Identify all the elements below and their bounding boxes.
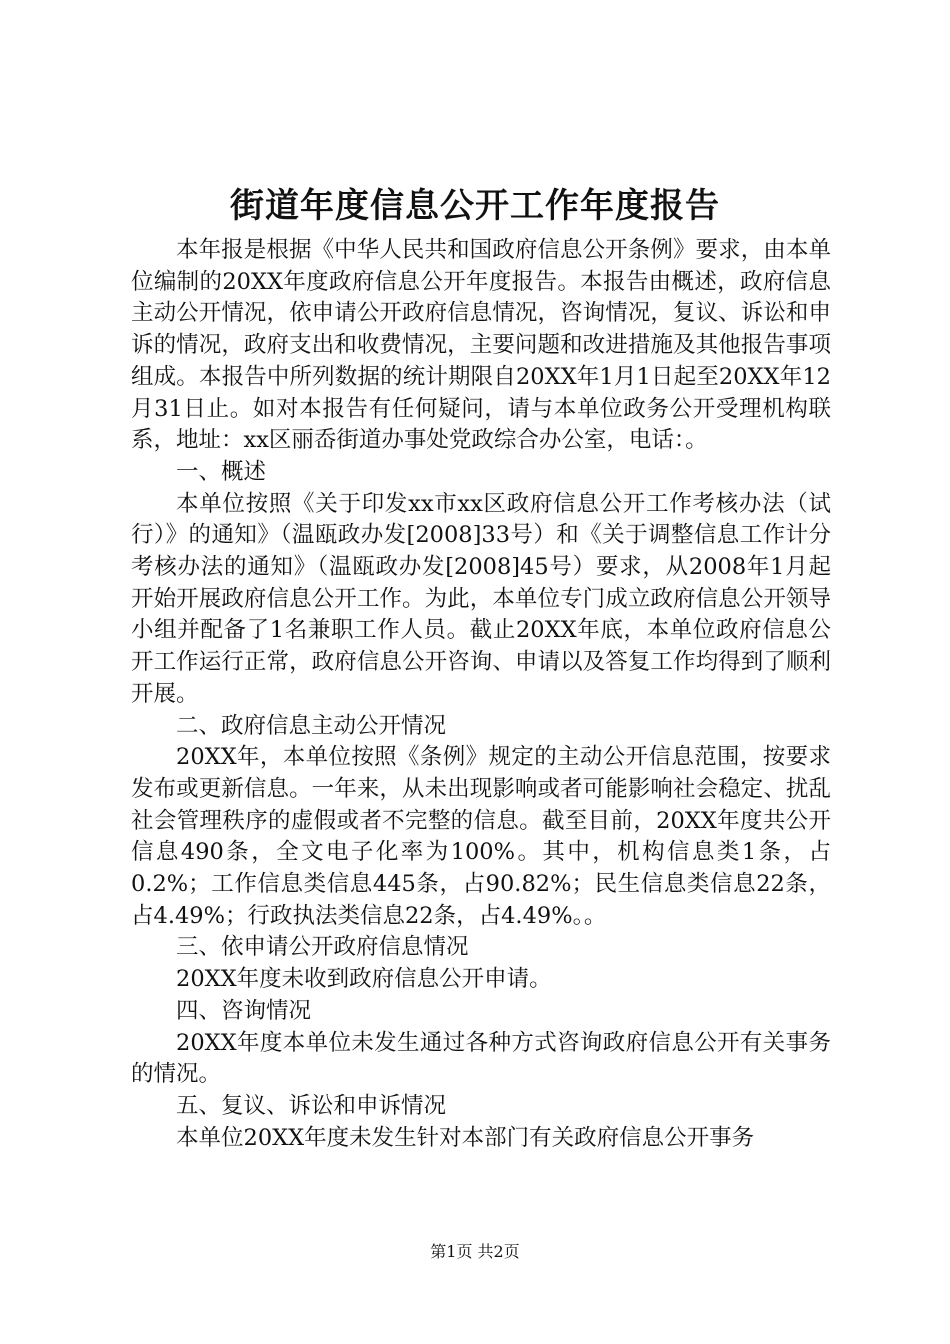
- section-heading-active-disclosure: 二、政府信息主动公开情况: [176, 712, 447, 739]
- document-body: [131, 235, 831, 1154]
- active-disclosure-paragraph: 20XX年，本单位按照《条例》规定的主动公开信息范围，按要求发布或更新信息。一年来，从未出现影响或者可能影响社会稳定、扰乱社会管理秩序的虚假或者不完整的信息。截至目前，20XX年度共公开信息490条，全文电子化率为100%。其中，机构信息类1条，占0.2%；工作信息类信息445条，占90.82%；民生信息类信息22条，占4.49%；行政执法类信息22条，占4.49%。。: [131, 744, 831, 929]
- page-footer: 第1页 共2页: [430, 1242, 520, 1261]
- overview-paragraph: 本单位按照《关于印发xx市xx区政府信息公开工作考核办法（试行）》的通知》（温瓯政办发[2008]33号）和《关于调整信息工作计分考核办法的通知》（温瓯政办发[2008]45号）要求，从2008年1月起开始开展政府信息公开工作。为此，本单位专门成立政府信息公开领导小组并配备了1名兼职工作人员。截止20XX年底，本单位政府信息公开工作运行正常，政府信息公开咨询、申请以及答复工作均得到了顺利开展。: [131, 490, 831, 707]
- request-disclosure-paragraph: 20XX年度未收到政府信息公开申请。: [176, 966, 552, 993]
- section-heading-overview: 一、概述: [176, 458, 267, 485]
- document-title: 街道年度信息公开工作年度报告: [230, 186, 720, 226]
- section-heading-review-litigation: 五、复议、诉讼和申诉情况: [176, 1092, 447, 1119]
- intro-paragraph: 本年报是根据《中华人民共和国政府信息公开条例》要求，由本单位编制的20XX年度政府信息公开年度报告。本报告由概述，政府信息主动公开情况，依申请公开政府信息情况，咨询情况，复议、诉讼和申诉的情况，政府支出和收费情况，主要问题和改进措施及其他报告事项组成。本报告中所列数据的统计期限自20XX年1月1日起至20XX年12月31日止。如对本报告有任何疑问，请与本单位政务公开受理机构联系，地址：xx区丽岙街道办事处党政综合办公室，电话：。: [131, 237, 831, 454]
- section-heading-request-disclosure: 三、依申请公开政府信息情况: [176, 934, 469, 961]
- review-litigation-paragraph: 本单位20XX年度未发生针对本部门有关政府信息公开事务: [176, 1124, 755, 1151]
- section-heading-consultation: 四、咨询情况: [176, 997, 312, 1024]
- consultation-paragraph: 20XX年度本单位未发生通过各种方式咨询政府信息公开有关事务的情况。: [131, 1029, 831, 1088]
